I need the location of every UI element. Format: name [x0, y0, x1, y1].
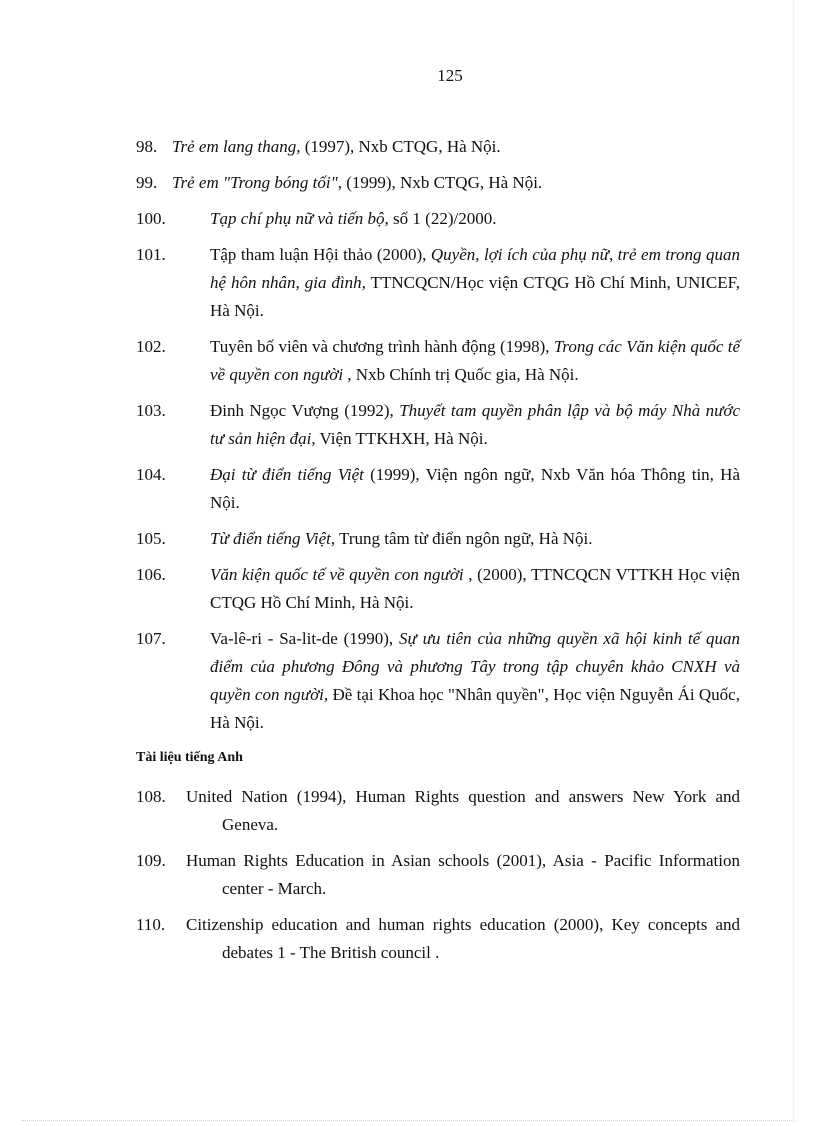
- reference-number: 108.: [136, 787, 166, 806]
- reference-text: , Trung tâm từ điển ngôn ngữ, Hà Nội.: [330, 529, 593, 548]
- section-heading-english-sources: Tài liệu tiếng Anh: [136, 750, 243, 765]
- reference-number: 103.: [136, 401, 166, 420]
- reference-text: Đề tại Khoa học "Nhân quyền", Học viện Nguyễn Ái Quốc, Hà Nội.: [210, 685, 740, 732]
- reference-text: (1999), Viện ngôn ngữ, Nxb Văn hóa Thông tin, Hà Nội.: [210, 465, 741, 512]
- reference-title: Quyền, lợi ích của phụ nữ, trẻ em trong quan hệ hôn nhân, gia đình: [210, 245, 741, 292]
- reference-title: Trong các Văn kiện quốc tế về quyền con người: [210, 337, 741, 384]
- reference-number: 102.: [136, 337, 166, 356]
- reference-text: Va-lê-ri - Sa-lit-de (1990),: [210, 629, 399, 648]
- reference-title: Từ điển tiếng Việt: [210, 529, 331, 548]
- reference-number: 110.: [136, 915, 166, 934]
- reference-text: , Viện TTKHXH, Hà Nội.: [311, 429, 488, 448]
- reference-item: [136, 333, 740, 389]
- reference-item: [136, 847, 740, 903]
- reference-title: Sự ưu tiên của những quyền xã hội kinh tế quan điểm của phương Đông và phương Tây trong tập chuyên khảo CNXH và quyền con người,: [210, 629, 741, 704]
- reference-item: [136, 561, 740, 617]
- reference-title: Đại từ điển tiếng Việt: [210, 465, 364, 484]
- reference-title: Tạp chí phụ nữ và tiến bộ: [210, 209, 385, 228]
- reference-item: [136, 169, 740, 197]
- reference-text: Tập tham luận Hội thảo (2000),: [210, 245, 431, 264]
- reference-number: 106.: [136, 565, 166, 584]
- reference-list: [136, 133, 740, 975]
- reference-text: Citizenship education and human rights education (2000), Key concepts and debates 1 - The British council .: [186, 915, 740, 962]
- reference-title: Văn kiện quốc tế về quyền con người: [210, 565, 464, 584]
- reference-text: United Nation (1994), Human Rights question and answers New York and Geneva.: [186, 787, 740, 834]
- page-number: 125: [437, 66, 463, 85]
- reference-text: , Nxb Chính trị Quốc gia, Hà Nội.: [343, 365, 579, 384]
- reference-text: , TTNCQCN/Học viện CTQG Hồ Chí Minh, UNICEF, Hà Nội.: [210, 273, 740, 320]
- reference-item: [136, 783, 740, 839]
- reference-item: [136, 461, 740, 517]
- vietnamese-references: [136, 133, 740, 737]
- reference-item: [136, 241, 740, 325]
- page-footer-rule: [22, 1120, 794, 1121]
- reference-number: 109.: [136, 851, 166, 870]
- reference-title: Trẻ em "Trong bóng tối": [172, 173, 338, 192]
- reference-text: , (1999), Nxb CTQG, Hà Nội.: [337, 173, 543, 192]
- reference-text: , (2000), TTNCQCN VTTKH Học viện CTQG Hồ Chí Minh, Hà Nội.: [210, 565, 740, 612]
- reference-text: Đinh Ngọc Vượng (1992),: [210, 401, 400, 420]
- reference-text: Tuyên bố viên và chương trình hành động (1998),: [210, 337, 554, 356]
- reference-text: (1997), Nxb CTQG, Hà Nội.: [300, 137, 501, 156]
- page-edge-guide: [793, 0, 794, 1123]
- english-references: [136, 783, 740, 967]
- reference-item: [136, 133, 740, 161]
- reference-item: [136, 205, 740, 233]
- reference-number: 100.: [136, 209, 166, 228]
- reference-item: [136, 525, 740, 553]
- reference-text: , số 1 (22)/2000.: [384, 209, 497, 228]
- reference-number: 105.: [136, 529, 166, 548]
- reference-item: [136, 397, 740, 453]
- reference-item: [136, 911, 740, 967]
- reference-number: 104.: [136, 465, 166, 484]
- reference-number: 99.: [136, 173, 158, 192]
- reference-number: 107.: [136, 629, 166, 648]
- reference-title: Thuyết tam quyền phân lập và bộ máy Nhà nước tư sản hiện đại: [210, 401, 740, 448]
- reference-item: [136, 625, 740, 737]
- reference-text: Human Rights Education in Asian schools (2001), Asia - Pacific Information center - March.: [186, 851, 740, 898]
- reference-number: 101.: [136, 245, 166, 264]
- reference-number: 98.: [136, 137, 158, 156]
- reference-title: Trẻ em lang thang,: [172, 137, 301, 156]
